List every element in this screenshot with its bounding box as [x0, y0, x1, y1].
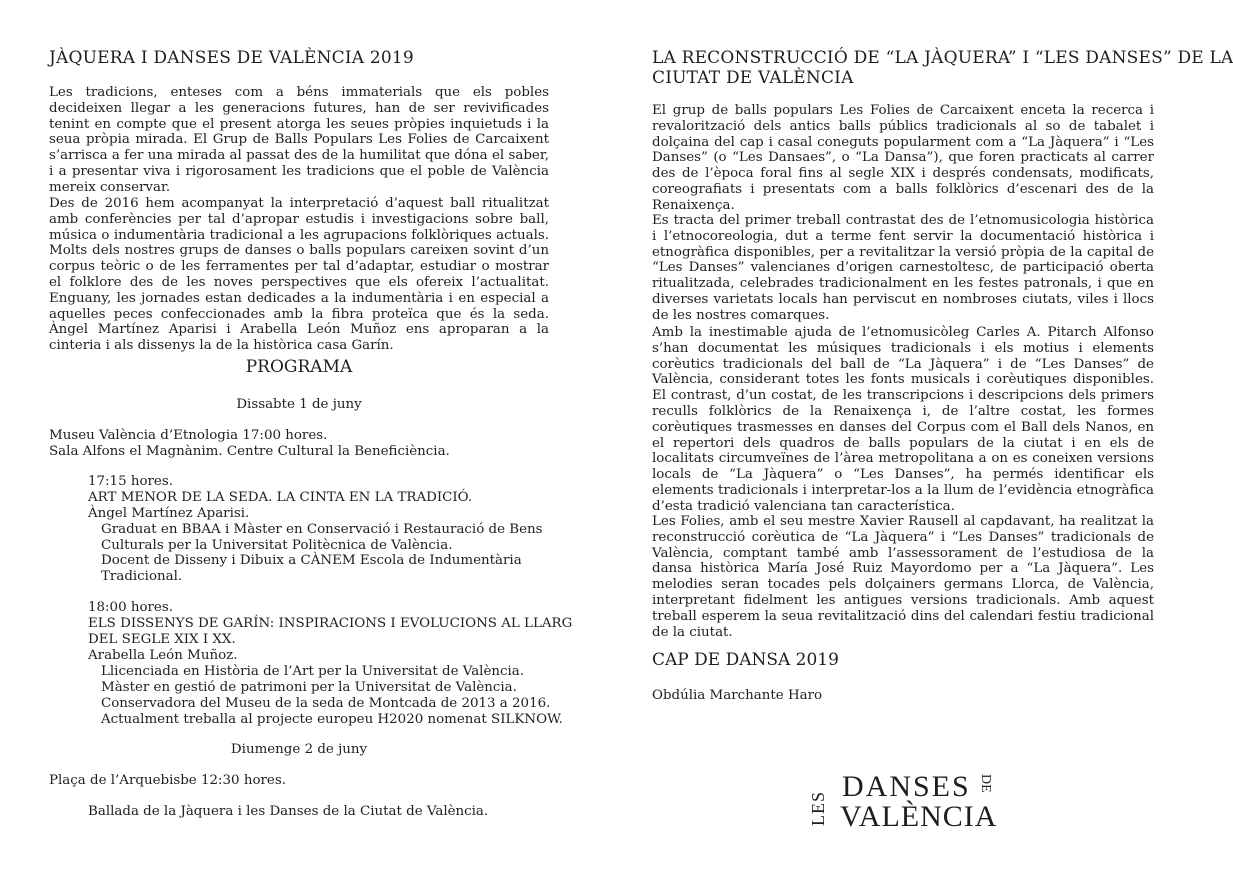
talk-2-time: 18:00 hores.	[88, 600, 173, 615]
talk-1-bio-2-line-1: Docent de Disseny i Dibuix a CÀNEM Escola de Indumentària	[101, 553, 522, 568]
talk-2-title-line-1: ELS DISSENYS DE GARÍN: INSPIRACIONS I EVOLUCIONS AL LLARG	[88, 616, 573, 631]
talk-1-bio-2-line-2: Tradicional.	[101, 569, 183, 584]
talk-1-time: 17:15 hores.	[88, 474, 173, 489]
right-paragraph-1: El grup de balls populars Les Folies de Carcaixent enceta la recerca i revalorització dels antics balls públics tradicionals al so de tabalet i dolçaina del cap i casal coneguts popularment com a “La Jàquera” i “Les Danses” (o “Les Dansaes”, o “La Dansa”), que foren practicats al carrer des de l’època foral fins al segle XIX i després condensats, modificats, coreografiats i presentats com a balls folklòrics d’escenari des de la Renaixença.	[652, 103, 1154, 213]
right-title-line-1: LA RECONSTRUCCIÓ DE “LA JÀQUERA” I “LES DANSES” DE LA	[652, 48, 1233, 68]
cap-de-dansa-heading: CAP DE DANSA 2019	[652, 650, 839, 670]
venue-1-line-1: Museu València d’Etnologia 17:00 hores.	[49, 428, 328, 443]
right-paragraph-4: Les Folies, amb el seu mestre Xavier Rausell al capdavant, ha realitzat la reconstrucció corèutica de “La Jàquera” i “Les Danses” tradicionals de València, comptant també amb l’assessorament de l’estudiosa de la dansa històrica María José Ruiz Mayordomo per a “La Jàquera”. Les melodies seran tocades pels dolçainers germans Llorca, de València, interpretant fidelment les antigues versions tradicionals. Amb aquest treball esperem la seua revitalització dins del calendari festiu tradicional de la ciutat.	[652, 514, 1154, 640]
ballada-event: Ballada de la Jàquera i les Danses de la Ciutat de València.	[88, 804, 489, 819]
talk-2-bio-1: Llicenciada en Història de l’Art per la Universitat de València.	[101, 664, 525, 679]
logo-danses-text: DANSES	[842, 770, 971, 803]
talk-1-title: ART MENOR DE LA SEDA. LA CINTA EN LA TRADICIÓ.	[88, 490, 473, 505]
programa-heading: PROGRAMA	[245, 357, 353, 377]
talk-2-speaker: Arabella León Muñoz.	[88, 648, 238, 663]
talk-2-bio-3: Conservadora del Museu de la seda de Montcada de 2013 a 2016.	[101, 696, 551, 711]
talk-2-bio-4: Actualment treballa al projecte europeu H2020 nomenat SILKNOW.	[101, 712, 563, 727]
talk-1-speaker: Àngel Martínez Aparisi.	[88, 506, 250, 521]
right-paragraph-2: Es tracta del primer treball contrastat des de l’etnomusicologia històrica i l’etnocoreologia, dut a terme fent servir la documentació històrica i etnogràfica disponibles, per a revitalitzar la versió pròpia de la capital de “Les Danses” valencianes d’origen carnestoltesc, de participació oberta ritualitzada, celebrades tradicionalment en les festes patronals, i que en diverses varietats locals han perviscut en nombroses ciutats, viles i llocs de les nostres comarques.	[652, 213, 1154, 323]
talk-2-bio-2: Màster en gestió de patrimoni per la Universitat de València.	[101, 680, 517, 695]
left-title: JÀQUERA I DANSES DE VALÈNCIA 2019	[49, 48, 414, 68]
logo-les-text: LES	[808, 790, 828, 826]
logo-valencia-text: VALÈNCIA	[840, 800, 998, 833]
logo-de-text: DE	[978, 774, 993, 793]
day-1-date: Dissabte 1 de juny	[236, 397, 362, 412]
venue-1-line-2: Sala Alfons el Magnànim. Centre Cultural la Beneficiència.	[49, 444, 450, 459]
cap-de-dansa-name: Obdúlia Marchante Haro	[652, 688, 823, 703]
right-paragraph-3: Amb la inestimable ajuda de l’etnomusicòleg Carles A. Pitarch Alfonso s’han documentat les músiques tradicionals i els motius i elements corèutics tradicionals del ball de “La Jàquera” i de “Les Danses” de València, considerant totes les fonts musicals i corèutiques disponibles. El contrast, d’un costat, de les transcripcions i descripcions dels primers reculls folklòrics de la Renaixença i, de l’altre costat, les formes corèutiques trasmesses en danses del Corpus com el Ball dels Nanos, en el repertori dels quadros de balls populars de la ciutat i en els de localitats circumveïnes de l’àrea metropolitana a on es coneixen versions locals de “La Jàquera” o “Les Danses”, ha permés identificar els elements tradicionals i interpretar-los a la llum de l’evidència etnogràfica d’esta tradició valenciana tan característica.	[652, 325, 1154, 514]
talk-2-title-line-2: DEL SEGLE XIX I XX.	[88, 632, 236, 647]
right-title-line-2: CIUTAT DE VALÈNCIA	[652, 68, 854, 88]
les-danses-logo	[808, 770, 1002, 833]
talk-1-bio-1-line-1: Graduat en BBAA i Màster en Conservació i Restauració de Bens	[101, 522, 543, 537]
talk-1-bio-1-line-2: Culturals per la Universitat Politècnica de València.	[101, 538, 453, 553]
day-2-date: Diumenge 2 de juny	[230, 742, 368, 757]
venue-2: Plaça de l’Arquebisbe 12:30 hores.	[49, 773, 286, 788]
intro-paragraph-2: Des de 2016 hem acompanyat la interpretació d’aquest ball ritualitzat amb conferències per tal d’apropar estudis i investigacions sobre ball, música o indumentària tradicional a les agrupacions folklòriques actuals. Molts dels nostres grups de danses o balls populars careixen sovint d’un corpus teòric o de les ferramentes per tal d’adaptar, estudiar o mostrar el folklore des de les noves perspectives que els ofereix l’actualitat. Enguany, les jornades estan dedicades a la indumentària i en especial a aquelles peces confeccionades amb la fibra proteïca que és la seda. Àngel Martínez Aparisi i Arabella León Muñoz ens aproparan a la cinteria i als dissenys la de la històrica casa Garín.	[49, 196, 549, 354]
intro-paragraph-1: Les tradicions, enteses com a béns immaterials que els pobles decideixen llegar a les generacions futures, han de ser revivificades tenint en compte que el present atorga les seues pròpies inquietuds i la seua pròpia mirada. El Grup de Balls Populars Les Folies de Carcaixent s’arrisca a fer una mirada al passat des de la humilitat que dóna el saber, i a presentar viva i rigorosament les tradicions que el poble de València mereix conservar.	[49, 85, 549, 195]
